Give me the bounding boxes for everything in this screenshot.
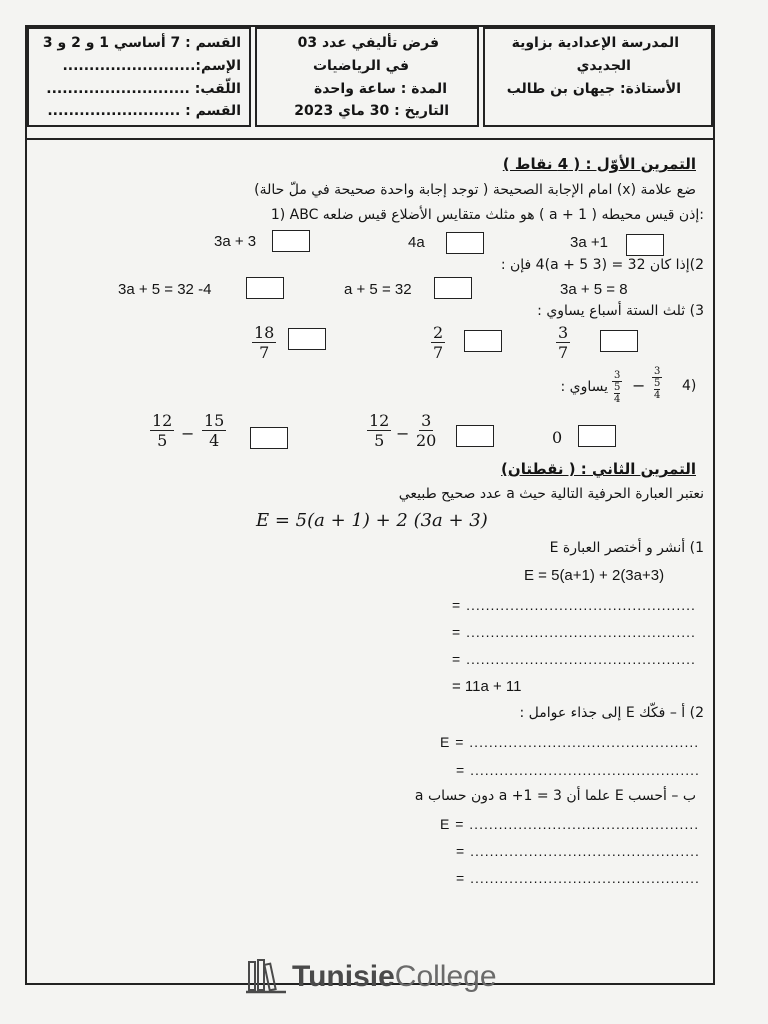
ex2-q2b-line1[interactable]: E = ............................................... xyxy=(440,816,700,832)
q2-option-2: a + 5 = 32 xyxy=(344,281,412,298)
ex2-expression: E = 5(a + 1) + 2 (3a + 3) xyxy=(256,510,488,531)
header-center-cell xyxy=(255,27,479,127)
q1-option-3: 3a + 3 xyxy=(214,233,257,250)
q3-checkbox-1[interactable] xyxy=(600,330,638,352)
q4-minus: − xyxy=(632,376,646,395)
q2-option-3: 3a + 5 = 32 -4 xyxy=(118,281,212,298)
q1-checkbox-3[interactable] xyxy=(272,230,310,252)
ex2-intro: نعتبر العبارة الحرفية التالية حيث a عدد صحيح طبيعي xyxy=(398,486,704,502)
q4-option-2-b: $\frac{3}{20}$ xyxy=(416,411,437,450)
ex1-instruction: ضع علامة (x) امام الإجابة الصحيحة ( توجد إجابة واحدة صحيحة في ملّ حالة) xyxy=(254,182,696,198)
q4-option-3-b: $\frac{15}{4}$ xyxy=(204,411,225,450)
q1-checkbox-1[interactable] xyxy=(626,234,664,256)
ex2-q1-line3[interactable]: = ............................................... xyxy=(452,651,696,667)
q2-checkbox-2[interactable] xyxy=(434,277,472,299)
school-name: المدرسة الإعدادية بزاوية xyxy=(511,35,679,51)
ex2-q2b: ب – أحسب E علما أن 3 = a +1 دون حساب a xyxy=(414,788,696,804)
q2-checkbox-3[interactable] xyxy=(246,277,284,299)
duration: المدة : ساعة واحدة xyxy=(313,81,447,97)
header-left-cell xyxy=(27,27,251,127)
ex2-q1-line4: = 11a + 11 xyxy=(452,678,522,695)
q4-checkbox-1[interactable] xyxy=(578,425,616,447)
ex1-title: التمرين الأوّل : ( 4 نقاط ) xyxy=(502,155,696,173)
q4-option-1: 0 xyxy=(552,428,563,447)
q3-checkbox-2[interactable] xyxy=(464,330,502,352)
ex2-q2a: 2) أ – فكّك E إلى جذاء عوامل : xyxy=(519,705,704,721)
q4-checkbox-2[interactable] xyxy=(456,425,494,447)
q4-term-a: 3 5 4 xyxy=(654,366,661,401)
q4-term-b: 3 5 4 xyxy=(614,370,621,405)
ex2-title: التمرين الثاني : ( نقطتان) xyxy=(501,460,696,478)
q4-checkbox-3[interactable] xyxy=(250,427,288,449)
exam-date: التاريخ : 30 ماي 2023 xyxy=(294,103,449,119)
name-line: الإسم:......................... xyxy=(62,58,241,74)
section-line: القسم : ......................... xyxy=(47,103,241,119)
q1-option-2: 4a xyxy=(408,234,425,251)
ex2-q1-line1[interactable]: = ............................................... xyxy=(452,597,696,613)
logo-part2: College xyxy=(394,960,497,993)
footer-logo xyxy=(246,958,497,996)
teacher-name: الأستاذة: جيهان بن طالب xyxy=(506,81,681,97)
q3-option-3: $\frac{18}{7}$ xyxy=(254,323,275,362)
q4-option-2-a: $\frac{12}{5}$ xyxy=(369,411,390,450)
q3-option-2: $\frac{2}{7}$ xyxy=(433,323,444,362)
header-divider xyxy=(25,138,715,140)
ex2-q2b-line2[interactable]: = ............................................... xyxy=(456,843,700,859)
class-line: القسم : 7 أساسي 1 و 2 و 3 xyxy=(42,35,241,51)
ex2-q2a-line2[interactable]: = ............................................... xyxy=(456,762,700,778)
q3-checkbox-3[interactable] xyxy=(288,328,326,350)
subject: في الرياضيات xyxy=(312,58,409,74)
q4-number: 4) xyxy=(682,378,697,394)
logo-part1: Tunisie xyxy=(292,960,395,993)
ex1-q2: 2)إذا كان 32 = (3 a + 5)4 فإن : xyxy=(500,257,704,273)
ex2-q2a-line1[interactable]: E = ............................................... xyxy=(440,734,700,750)
book-icon xyxy=(246,958,286,996)
ex2-q2b-line3[interactable]: = ............................................... xyxy=(456,870,700,886)
q4-suffix: يساوي : xyxy=(560,379,608,395)
q1-checkbox-2[interactable] xyxy=(446,232,484,254)
ex2-q1-line0: E = 5(a+1) + 2(3a+3) xyxy=(524,567,665,584)
surname-line: اللّقب: ........................... xyxy=(46,81,241,97)
ex1-q1: 1) ABC هو مثلث متقايس الأضلاع قيس ضلعه ( a + 1 ) إذن قيس محيطه: xyxy=(270,207,704,223)
exam-title: فرض تأليفي عدد 03 xyxy=(297,35,439,51)
q3-option-1: $\frac{3}{7}$ xyxy=(558,323,569,362)
q4-option-2-minus: − xyxy=(396,424,410,443)
q1-option-1: 3a +1 xyxy=(570,234,608,251)
q2-option-1: 3a + 5 = 8 xyxy=(560,281,628,298)
ex2-q1: 1) أنشر و أختصر العبارة E xyxy=(549,540,704,556)
ex1-q3: 3) ثلث الستة أسباع يساوي : xyxy=(537,303,704,319)
header-right-cell xyxy=(483,27,713,127)
ex2-q1-line2[interactable]: = ............................................... xyxy=(452,624,696,640)
school-location: الجديدي xyxy=(576,58,631,74)
q4-option-3-a: $\frac{12}{5}$ xyxy=(152,411,173,450)
q4-option-3-minus: − xyxy=(181,424,195,443)
